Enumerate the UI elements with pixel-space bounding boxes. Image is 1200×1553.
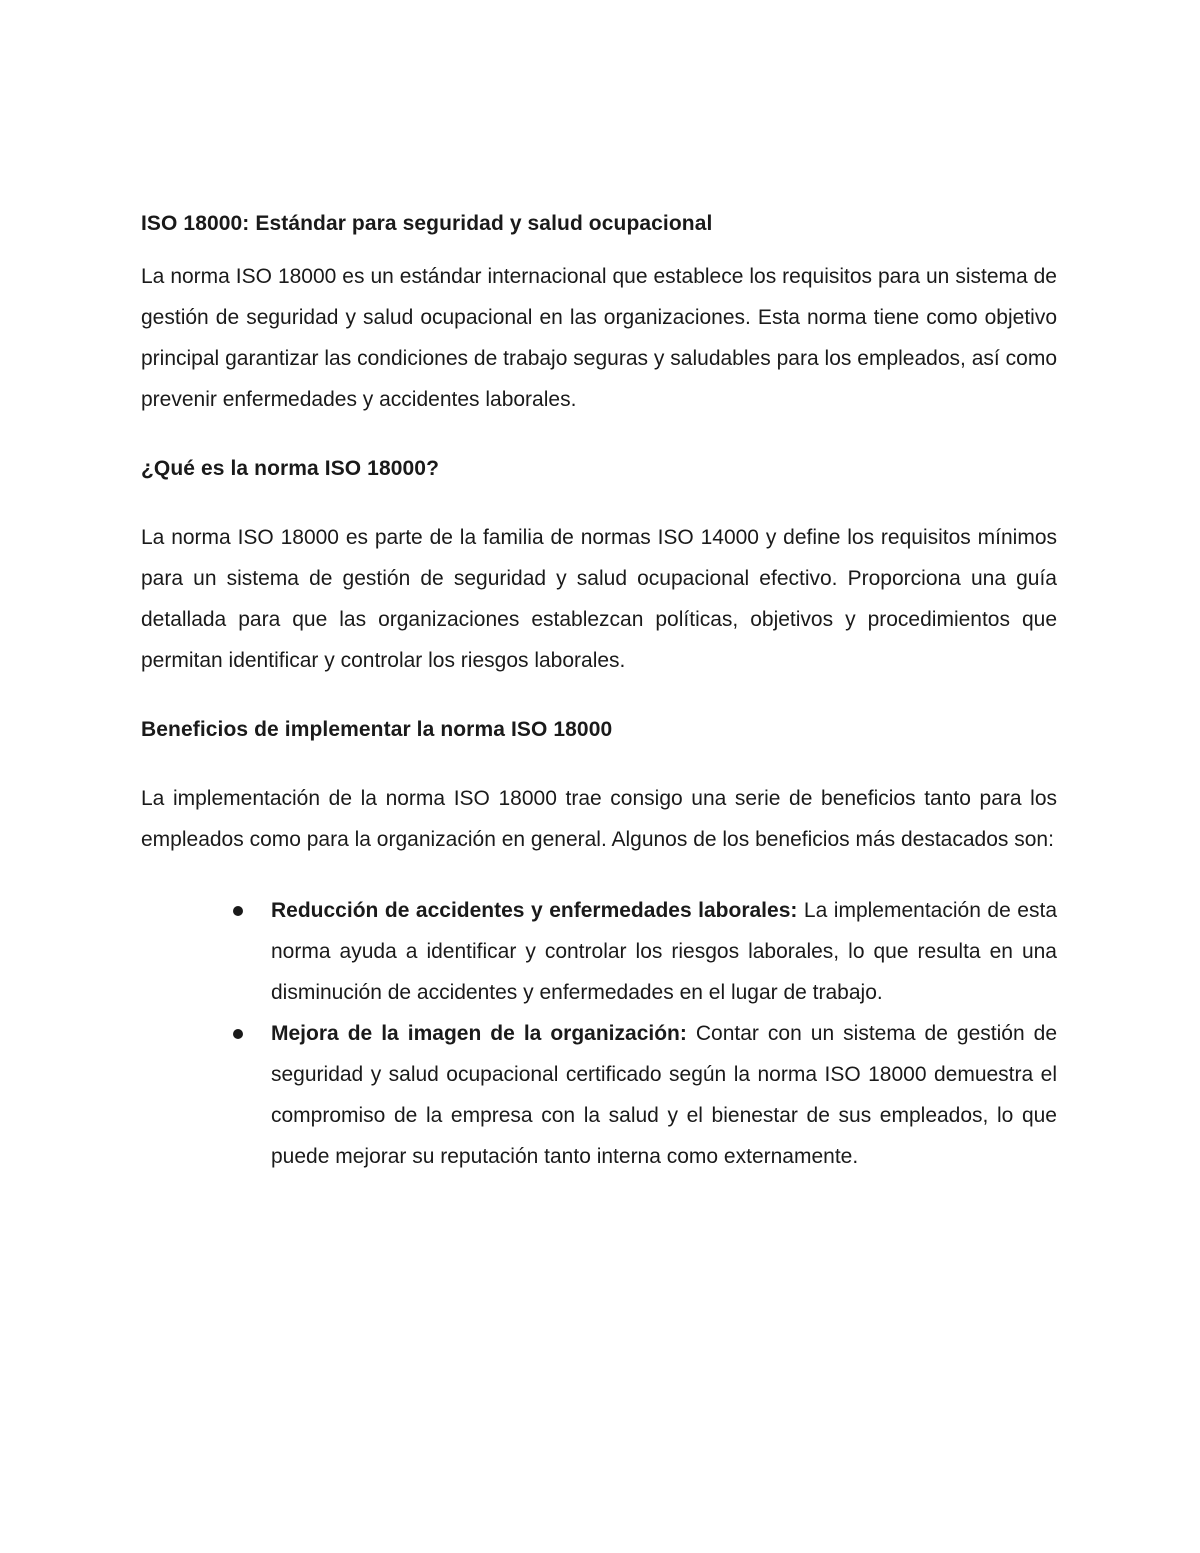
bullet-icon <box>233 1029 243 1039</box>
document-title: ISO 18000: Estándar para seguridad y salud ocupacional <box>141 212 713 235</box>
section-body-what-is: La norma ISO 18000 es parte de la familia de normas ISO 14000 y define los requisitos mínimos para un sistema de gestión de seguridad y salud ocupacional efectivo. Proporciona una guía detallada para que las organizaciones establezcan políticas, objetivos y procedimientos que permitan identificar y controlar los riesgos laborales. <box>141 526 1057 672</box>
bullet-lead: Mejora de la imagen de la organización: <box>271 1022 687 1045</box>
section-heading-benefits: Beneficios de implementar la norma ISO 18000 <box>141 718 613 741</box>
list-item <box>141 890 1057 1013</box>
bullet-text: La implementación de esta norma ayuda a identificar y controlar los riesgos laborales, lo que resulta en una disminución de accidentes y enfermedades en el lugar de trabajo. <box>271 899 1057 1004</box>
section-body-benefits: La implementación de la norma ISO 18000 trae consigo una serie de beneficios tanto para los empleados como para la organización en general. Algunos de los beneficios más destacados son: <box>141 787 1057 851</box>
bullet-lead: Reducción de accidentes y enfermedades laborales: <box>271 899 798 922</box>
benefits-list <box>141 890 1057 1177</box>
bullet-icon <box>233 906 243 916</box>
section-heading-what-is: ¿Qué es la norma ISO 18000? <box>141 457 439 480</box>
bullet-text: Contar con un sistema de gestión de seguridad y salud ocupacional certificado según la norma ISO 18000 demuestra el compromiso de la empresa con la salud y el bienestar de sus empleados, lo que puede mejorar su reputación tanto interna como externamente. <box>271 1022 1058 1168</box>
document-page <box>141 203 1057 1177</box>
intro-paragraph: La norma ISO 18000 es un estándar internacional que establece los requisitos para un sistema de gestión de seguridad y salud ocupacional en las organizaciones. Esta norma tiene como objetivo principal garantizar las condiciones de trabajo seguras y saludables para los empleados, así como prevenir enfermedades y accidentes laborales. <box>141 265 1057 411</box>
list-item <box>141 1013 1057 1177</box>
